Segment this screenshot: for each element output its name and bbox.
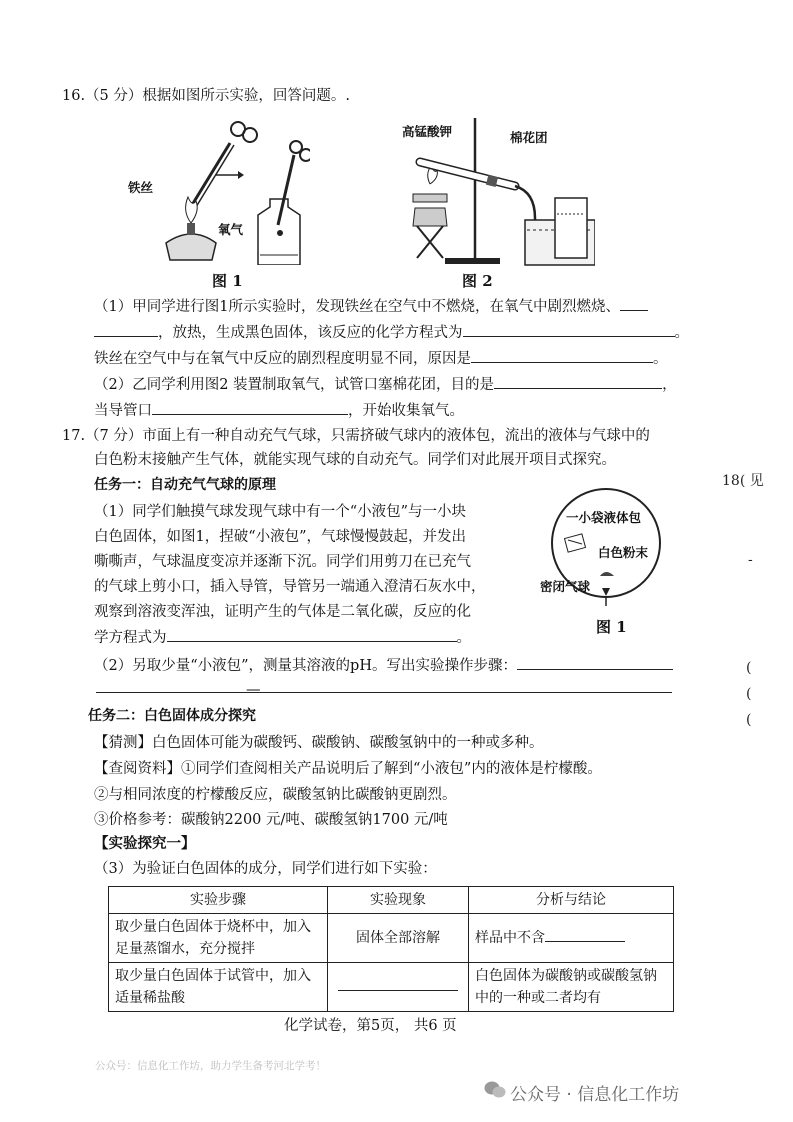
t1-line4: 的气球上剪小口，插入导管，导管另一端通入澄清石灰水中， — [94, 579, 486, 595]
side-note-paren: ( — [746, 686, 752, 702]
experiment-table — [108, 886, 674, 1012]
label-white-powder: 白色粉末 — [598, 545, 649, 560]
side-note-paren: ( — [746, 712, 752, 728]
p3: （3）为验证白色固体的成分，同学们进行如下实验： — [94, 861, 437, 877]
label-oxygen: 氧气 — [218, 222, 244, 237]
q16-stem: 16.（5 分）根据如图所示实验，回答问题。. — [62, 88, 351, 104]
q16-p2-line1: （2）乙同学利用图2 装置制取氧气，试管口塞棉花团，目的是 ， — [94, 374, 677, 395]
t1-line1: （1）同学们触摸气球发现气球中有一个“小液包”与一小块 — [94, 504, 467, 520]
info-3: ③价格参考：碳酸钠2200 元/吨、碳酸氢钠1700 元/吨 — [94, 812, 448, 828]
table-cell-step: 取少量白色固体于烧杯中，加入足量蒸馏水，充分搅拌 — [109, 914, 328, 963]
answer-blank[interactable] — [545, 927, 625, 942]
answer-blank[interactable] — [96, 678, 672, 693]
table-cell-conclusion: 白色固体为碳酸钠或碳酸氢钠中的一种或二者均有 — [469, 963, 674, 1012]
side-note-18: 18( 见 — [722, 473, 764, 489]
watermark-text: 公众号：信息化工作坊，助力学生备考河北学考！ — [95, 1060, 326, 1072]
task1-title: 任务一：自动充气气球的原理 — [94, 477, 276, 493]
guess: 【猜测】白色固体可能为碳酸钙、碳酸钠、碳酸氢钠中的一种或多种。 — [94, 735, 544, 751]
q16-p1-line3: 铁丝在空气中与在氧气中反应的剧烈程度明显不同，原因是 。 — [94, 348, 668, 369]
t1-line5: 观察到溶液变浑浊，证明产生的气体是二氧化碳，反应的化 — [94, 604, 471, 620]
label-sealed-balloon: 密闭气球 — [540, 579, 591, 594]
t1-line6: 学方程式为 。 — [94, 627, 471, 648]
figure-1-caption: 图 1 — [212, 272, 243, 290]
answer-blank[interactable] — [471, 348, 653, 363]
q16-p1-line1: （1）甲同学进行图1所示实验时，发现铁丝在空气中不燃烧，在氧气中剧烈燃烧、 — [94, 296, 648, 317]
side-note-paren: ( — [746, 660, 752, 676]
info-1: 【查阅资料】①同学们查阅相关产品说明后了解到“小液包”内的液体是柠檬酸。 — [94, 761, 602, 777]
exp1-title: 【实验探究一】 — [94, 835, 196, 852]
label-iron-wire: 铁丝 — [128, 180, 154, 195]
table-row — [109, 914, 674, 963]
table-cell-conclusion: 样品中不含 — [469, 914, 674, 963]
answer-blank[interactable] — [463, 322, 675, 337]
answer-blank[interactable] — [620, 296, 648, 311]
side-note-dash: - — [748, 552, 753, 568]
wechat-icon — [484, 1080, 506, 1100]
t1-line2: 白色固体，如图1，捏破“小液包”，气球慢慢鼓起，并发出 — [94, 529, 467, 545]
table-header: 分析与结论 — [469, 887, 674, 914]
answer-blank[interactable] — [152, 400, 348, 415]
answer-blank[interactable] — [338, 976, 458, 991]
table-header: 实验步骤 — [109, 887, 328, 914]
q17-stem-line2: 白色粉末接触产生气体，就能实现气球的自动充气。同学们对此展开项目式探究。 — [94, 452, 616, 468]
task2-title: 任务二：白色固体成分探究 — [88, 708, 256, 724]
label-potassium-permanganate: 高锰酸钾 — [402, 124, 453, 139]
table-cell-phenomenon: 固体全部溶解 — [328, 914, 469, 963]
balloon-figure-caption: 图 1 — [596, 618, 627, 636]
answer-blank[interactable] — [494, 374, 662, 389]
table-row — [109, 963, 674, 1012]
info-2: ②与相同浓度的柠檬酸反应，碳酸氢钠比碳酸钠更剧烈。 — [94, 787, 457, 803]
q16-p1-line2: ，放热，生成黑色固体，该反应的化学方程式为 。 — [94, 322, 689, 343]
answer-blank[interactable] — [94, 322, 158, 337]
label-liquid-pack: 一小袋液体包 — [566, 510, 642, 525]
label-cotton: 棉花团 — [510, 130, 548, 145]
table-cell-step: 取少量白色固体于试管中，加入适量稀盐酸 — [109, 963, 328, 1012]
t1-p2-continuation — [96, 678, 672, 699]
brand-account: 公众号 · 信息化工作坊 — [510, 1085, 680, 1105]
t1-p2: （2）另取少量“小液包”，测量其溶液的pH。写出实验操作步骤： — [94, 655, 673, 676]
table-header: 实验现象 — [328, 887, 469, 914]
q17-stem-line1: 17.（7 分）市面上有一种自动充气气球，只需挤破气球内的液体包，流出的液体与气球中的 — [62, 428, 650, 444]
page-footer: 化学试卷，第5页， 共6 页 — [284, 1018, 457, 1034]
answer-blank[interactable] — [167, 627, 457, 642]
t1-line3: 嘶嘶声，气球温度变凉并逐渐下沉。同学们用剪刀在已充气 — [94, 554, 471, 570]
table-cell-phenomenon — [328, 963, 469, 1012]
t1-p2-mark: — — [246, 682, 261, 698]
table-header-row — [109, 887, 674, 914]
figure-2-caption: 图 2 — [462, 272, 493, 290]
figure-1-iron-wire — [130, 115, 310, 265]
answer-blank[interactable] — [517, 655, 673, 670]
q16-p2-line2: 当导管口 ，开始收集氧气。 — [94, 400, 464, 421]
